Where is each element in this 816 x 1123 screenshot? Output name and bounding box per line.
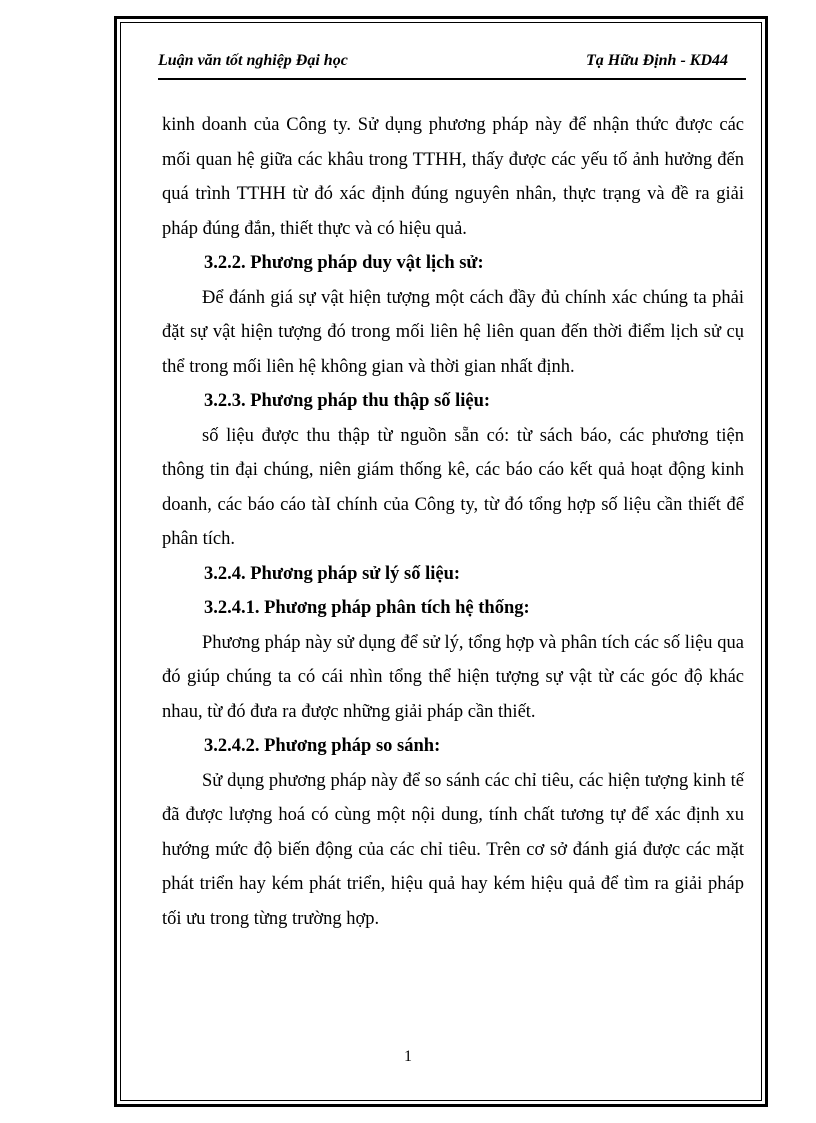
subsection-heading: 3.2.4.2. Phương pháp so sánh: <box>204 736 441 756</box>
paragraph: số liệu được thu thập từ nguồn sẵn có: từ sách báo, các phương tiện thông tin đại chúng, niên giám thống kê, các báo cáo kết quả hoạt động kinh doanh, các báo cáo tàI chính của Công ty, từ đó tổng hợp số liệu cần thiết để phân tích. <box>162 425 744 549</box>
header-author: Tạ Hữu Định - KD44 <box>585 52 728 69</box>
document-body <box>162 108 744 936</box>
paragraph: Sử dụng phương pháp này để so sánh các chỉ tiêu, các hiện tượng kinh tế đã được lượng hoá có cùng một nội dung, tính chất tương tự để xác định xu hướng mức độ biến động của các chỉ tiêu. Trên cơ sở đánh giá được các mặt phát triển hay kém phát triển, hiệu quả hay kém hiệu quả để tìm ra giải pháp tối ưu trong từng trường hợp. <box>162 770 744 929</box>
header-thesis-title: Luận văn tốt nghiệp Đại học <box>158 52 348 69</box>
running-header <box>158 52 728 76</box>
subsection-heading: 3.2.4.1. Phương pháp phân tích hệ thống: <box>204 598 530 618</box>
paragraph: Để đánh giá sự vật hiện tượng một cách đầy đủ chính xác chúng ta phải đặt sự vật hiện tượng đó trong mối liên hệ liên quan đến thời điểm lịch sử cụ thể trong mối liên hệ không gian và thời gian nhất định. <box>162 287 744 377</box>
section-heading: 3.2.4. Phương pháp sử lý số liệu: <box>204 563 461 584</box>
section-heading: 3.2.3. Phương pháp thu thập số liệu: <box>204 391 491 411</box>
paragraph: kinh doanh của Công ty. Sử dụng phương pháp này để nhận thức được các mối quan hệ giữa các khâu trong TTHH, thấy được các yếu tố ảnh hưởng đến quá trình TTHH từ đó xác định đúng nguyên nhân, thực trạng và đề ra giải pháp đúng đắn, thiết thực và có hiệu quả. <box>162 115 744 239</box>
section-heading: 3.2.2. Phương pháp duy vật lịch sử: <box>204 253 484 273</box>
page-number: 1 <box>404 1048 412 1065</box>
header-rule <box>158 78 746 80</box>
paragraph: Phương pháp này sử dụng để sử lý, tổng hợp và phân tích các số liệu qua đó giúp chúng ta có cái nhìn tổng thể hiện tượng sự vật từ các góc độ khác nhau, từ đó đưa ra được những giải pháp cần thiết. <box>162 632 744 722</box>
